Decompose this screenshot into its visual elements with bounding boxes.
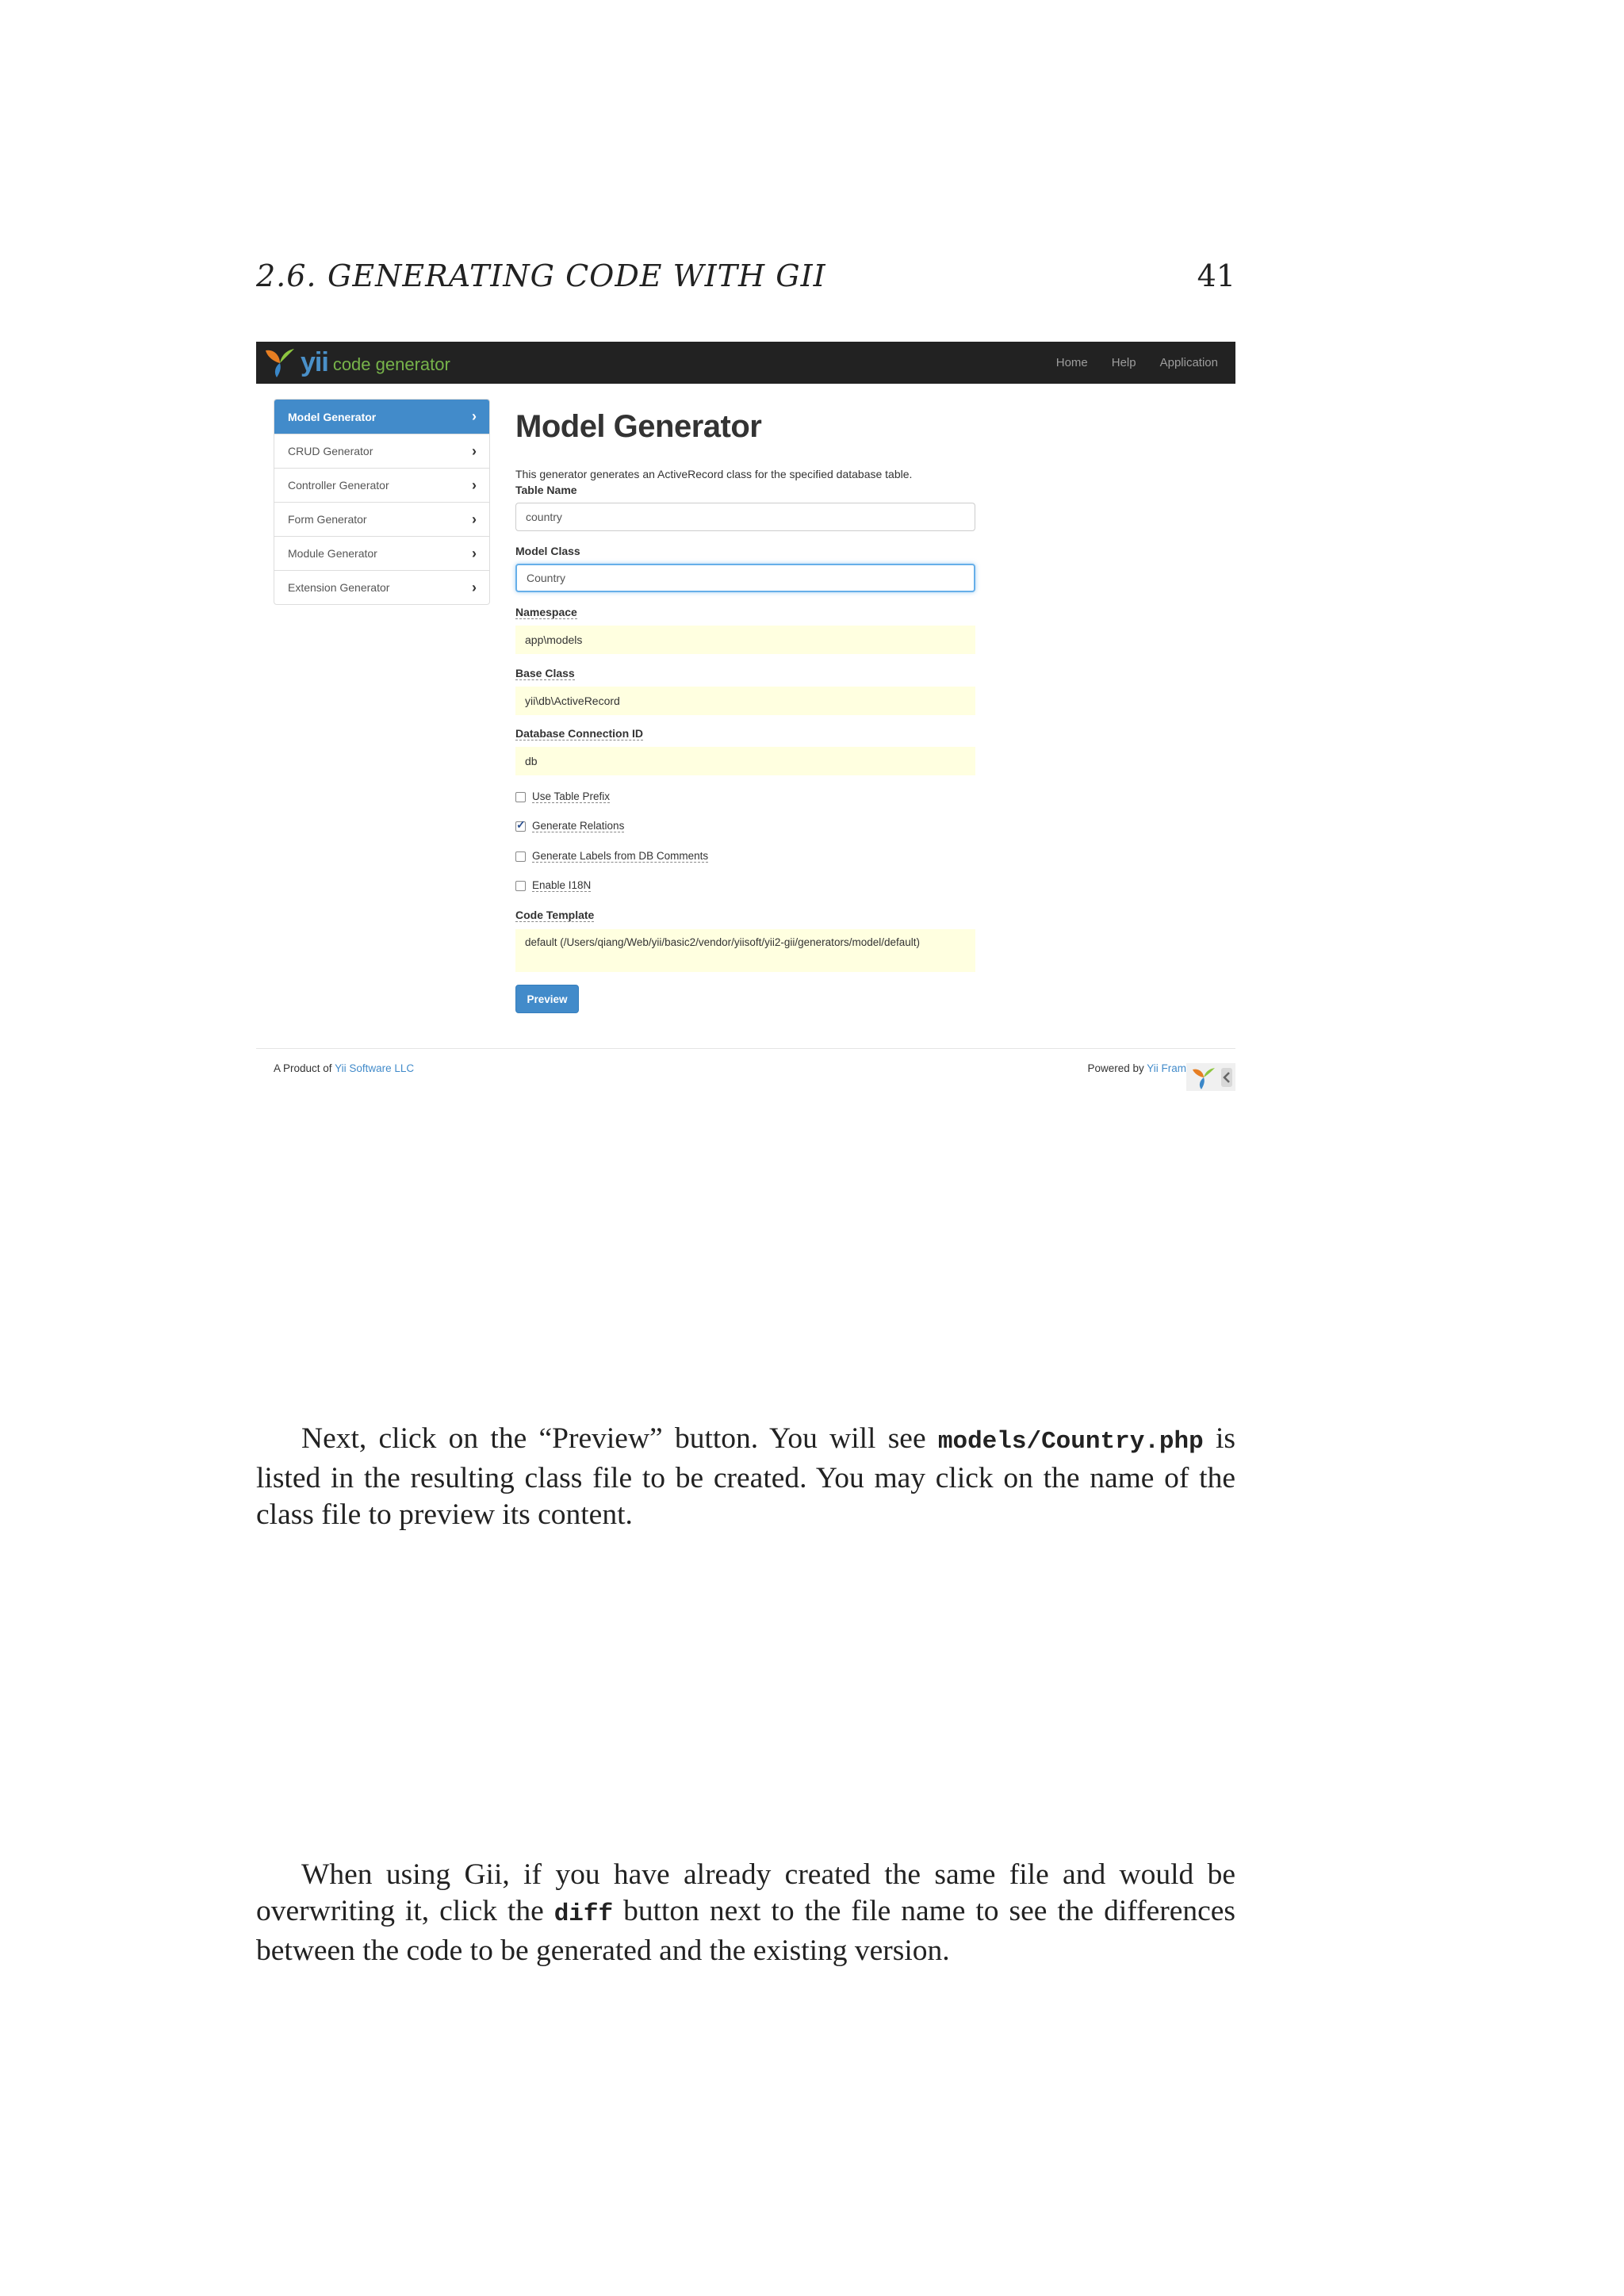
sidebar-item-model-generator[interactable] (274, 400, 489, 434)
inline-code: diff (553, 1900, 614, 1928)
paragraph-text: Next, click on the “Preview” button. You will see (301, 1422, 938, 1455)
page-number: 41 (1197, 258, 1235, 293)
footer-credit-prefix: A Product of (274, 1062, 335, 1074)
sidebar-item-controller-generator[interactable] (274, 468, 489, 502)
paragraph-text: is listed in the resulting class file to be created. You may click on the name of the class file to preview its content. (256, 1422, 1235, 1531)
navbar (256, 342, 1235, 384)
code-template-label: Code Template (515, 909, 595, 921)
footer-powered (1087, 1062, 1186, 1074)
sidebar-item-label: Module Generator (288, 547, 377, 560)
sidebar-item-form-generator[interactable] (274, 502, 489, 536)
namespace-input[interactable]: app\models (515, 626, 975, 654)
inline-code: models/Country.php (937, 1428, 1204, 1456)
sidebar-item-module-generator[interactable] (274, 536, 489, 570)
chevron-right-icon: › (472, 579, 477, 595)
section-title: GENERATING CODE WITH GII (327, 258, 826, 293)
gii-screenshot (256, 342, 1235, 1091)
brand-word: yii (301, 346, 328, 377)
chevron-right-icon: › (472, 408, 477, 424)
generate-relations-checkbox[interactable] (515, 820, 624, 832)
namespace-label: Namespace (515, 606, 577, 618)
base-class-label: Base Class (515, 667, 575, 679)
footer-credit (274, 1062, 414, 1074)
footer-powered-prefix: Powered by (1087, 1062, 1147, 1074)
paragraph-preview (256, 1421, 1235, 1533)
paragraph-text: When using Gii, if you have already created the same file and would be overwriting it, click the (256, 1858, 1235, 1927)
debug-toolbar-icon[interactable] (1186, 1063, 1235, 1091)
brand-subtitle: code generator (332, 354, 450, 374)
chevron-right-icon: › (472, 476, 477, 493)
page-description: This generator generates an ActiveRecord class for the specified database table. (515, 468, 913, 480)
brand[interactable] (262, 346, 450, 379)
chevron-right-icon: › (472, 545, 477, 561)
checkbox-label: Use Table Prefix (532, 790, 611, 802)
checkbox-box[interactable] (515, 792, 526, 802)
section-number: 2.6. (256, 258, 317, 293)
yii-framework-link[interactable]: Yii Fram (1147, 1062, 1186, 1074)
paragraph-text: button next to the file name to see the differences between the code to be generated and the existing version. (256, 1895, 1235, 1967)
footer-divider (256, 1048, 1235, 1049)
db-connection-input[interactable]: db (515, 747, 975, 775)
chevron-right-icon: › (472, 442, 477, 459)
sidebar-item-label: Form Generator (288, 513, 367, 526)
running-head (256, 258, 1235, 298)
chevron-right-icon: › (472, 511, 477, 527)
sidebar-item-label: Controller Generator (288, 479, 389, 492)
code-template-select[interactable]: default (/Users/qiang/Web/yii/basic2/vendor/yiisoft/yii2-gii/generators/model/default) (515, 929, 975, 972)
preview-button[interactable]: Preview (515, 985, 579, 1013)
enable-i18n-checkbox[interactable] (515, 879, 591, 892)
nav-help[interactable]: Help (1111, 356, 1136, 369)
checkbox-box[interactable] (515, 851, 526, 862)
table-name-label: Table Name (515, 484, 577, 496)
page-title: Model Generator (515, 409, 762, 444)
yii-software-link[interactable]: Yii Software LLC (335, 1062, 415, 1074)
use-table-prefix-checkbox[interactable] (515, 790, 610, 803)
model-class-input[interactable]: Country (515, 564, 975, 592)
sidebar-item-crud-generator[interactable] (274, 434, 489, 468)
checkbox-label: Generate Relations (532, 820, 625, 832)
yii-logo-icon (262, 346, 297, 379)
nav-links (1056, 342, 1218, 384)
sidebar-item-label: Extension Generator (288, 581, 390, 594)
checkbox-box-checked[interactable] (515, 821, 526, 832)
checkbox-label: Generate Labels from DB Comments (532, 850, 709, 862)
sidebar-item-extension-generator[interactable] (274, 570, 489, 604)
base-class-input[interactable]: yii\db\ActiveRecord (515, 687, 975, 715)
nav-home[interactable]: Home (1055, 356, 1088, 369)
checkbox-box[interactable] (515, 881, 526, 891)
db-connection-label: Database Connection ID (515, 727, 644, 740)
nav-application[interactable]: Application (1159, 356, 1218, 369)
generator-sidebar (274, 399, 490, 605)
generate-labels-checkbox[interactable] (515, 850, 708, 863)
table-name-input[interactable]: country (515, 503, 975, 531)
sidebar-item-label: CRUD Generator (288, 445, 373, 457)
paragraph-diff (256, 1857, 1235, 1969)
sidebar-item-label: Model Generator (288, 410, 377, 423)
model-class-label: Model Class (515, 545, 580, 557)
checkbox-label: Enable I18N (532, 879, 592, 891)
